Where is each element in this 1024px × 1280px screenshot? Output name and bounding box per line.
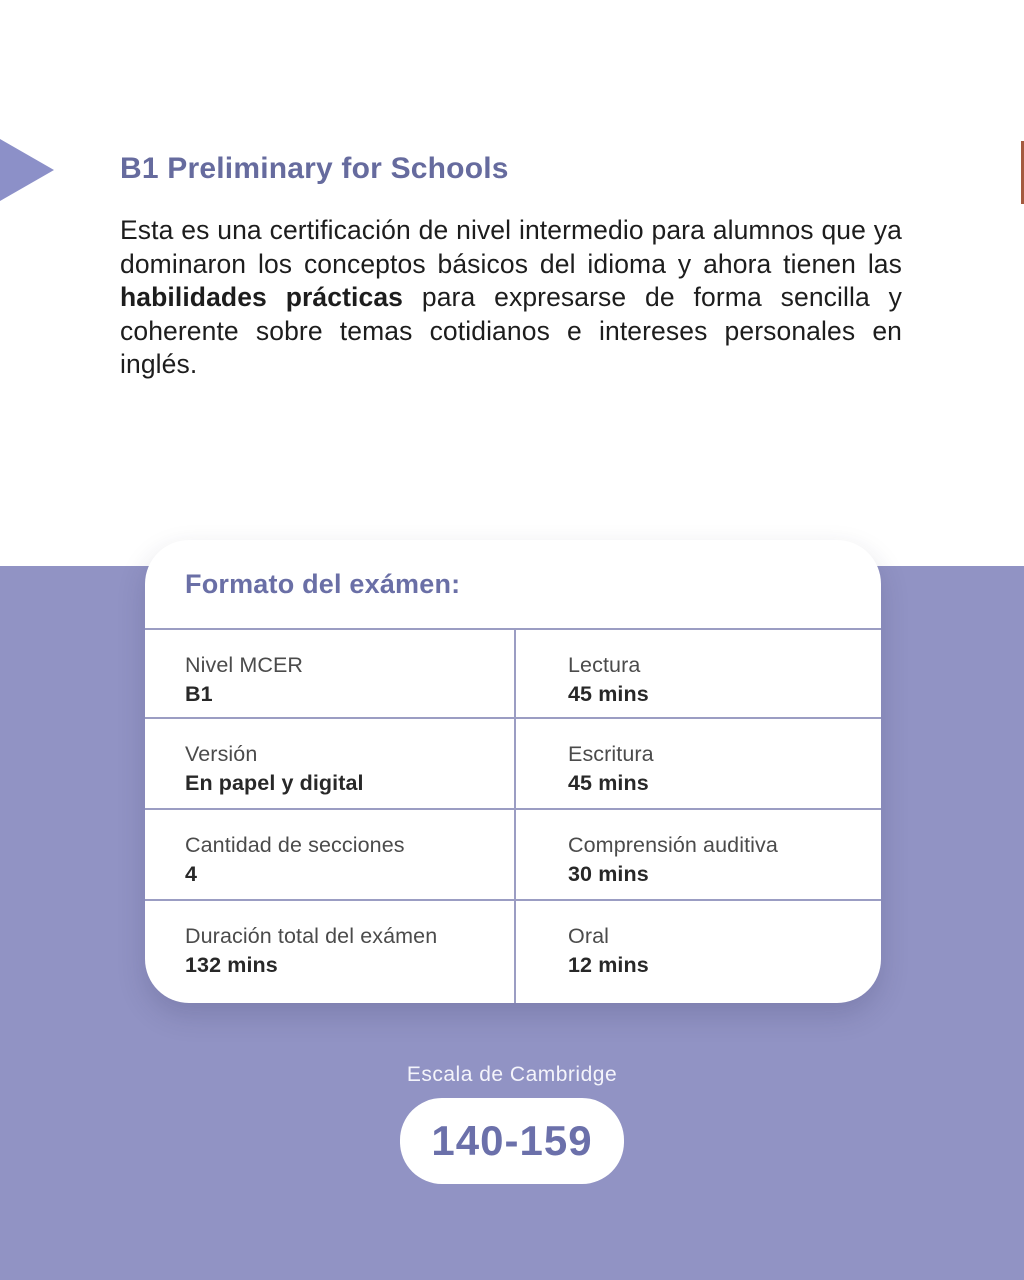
cell-label: Cantidad de secciones bbox=[185, 833, 405, 857]
table-row bbox=[145, 899, 881, 1003]
description-before: Esta es una certificación de nivel intermedio para alumnos que ya dominaron los conceptos básicos del idioma y ahora tienen las bbox=[120, 215, 902, 279]
cell-label: Versión bbox=[185, 742, 258, 766]
cell-value: 12 mins bbox=[568, 953, 649, 977]
exam-format-card bbox=[145, 540, 881, 1003]
cell-nivel-mcer bbox=[145, 630, 514, 717]
cell-label: Oral bbox=[568, 924, 610, 948]
cell-label: Nivel MCER bbox=[185, 653, 304, 677]
cell-label: Comprensión auditiva bbox=[568, 833, 778, 857]
cambridge-scale-badge bbox=[400, 1098, 624, 1184]
table-row bbox=[145, 808, 881, 899]
cell-cantidad-secciones bbox=[145, 810, 514, 899]
page-title: B1 Preliminary for Schools bbox=[120, 152, 509, 185]
cell-value: 30 mins bbox=[568, 862, 649, 886]
table-row bbox=[145, 628, 881, 717]
cell-value: 45 mins bbox=[568, 771, 649, 795]
cell-value: 132 mins bbox=[185, 953, 278, 977]
cell-value: 4 bbox=[185, 862, 198, 886]
cell-label: Lectura bbox=[568, 653, 641, 677]
cambridge-scale-label: Escala de Cambridge bbox=[406, 1063, 618, 1086]
description-after: para expresarse de forma sencilla y coherente sobre temas cotidianos e intereses personales en inglés. bbox=[120, 282, 902, 379]
cell-escritura bbox=[514, 719, 881, 808]
description-paragraph bbox=[120, 214, 902, 382]
exam-format-card-header bbox=[145, 540, 881, 628]
cell-comprension-auditiva bbox=[514, 810, 881, 899]
cell-lectura bbox=[514, 630, 881, 717]
cell-version bbox=[145, 719, 514, 808]
cell-value: 45 mins bbox=[568, 682, 649, 706]
cell-label: Escritura bbox=[568, 742, 654, 766]
table-row bbox=[145, 717, 881, 808]
cell-label: Duración total del exámen bbox=[185, 924, 438, 948]
description-bold: habilidades prácticas bbox=[120, 282, 404, 312]
cell-duracion-total bbox=[145, 901, 514, 1003]
arrow-right-icon bbox=[0, 139, 54, 201]
cell-value: En papel y digital bbox=[185, 771, 364, 795]
cell-oral bbox=[514, 901, 881, 1003]
exam-format-table bbox=[145, 628, 881, 1003]
exam-format-title: Formato del exámen: bbox=[185, 568, 461, 599]
intro-section bbox=[120, 152, 902, 382]
cell-value: B1 bbox=[185, 682, 213, 706]
cambridge-scale-value: 140-159 bbox=[431, 1117, 593, 1164]
